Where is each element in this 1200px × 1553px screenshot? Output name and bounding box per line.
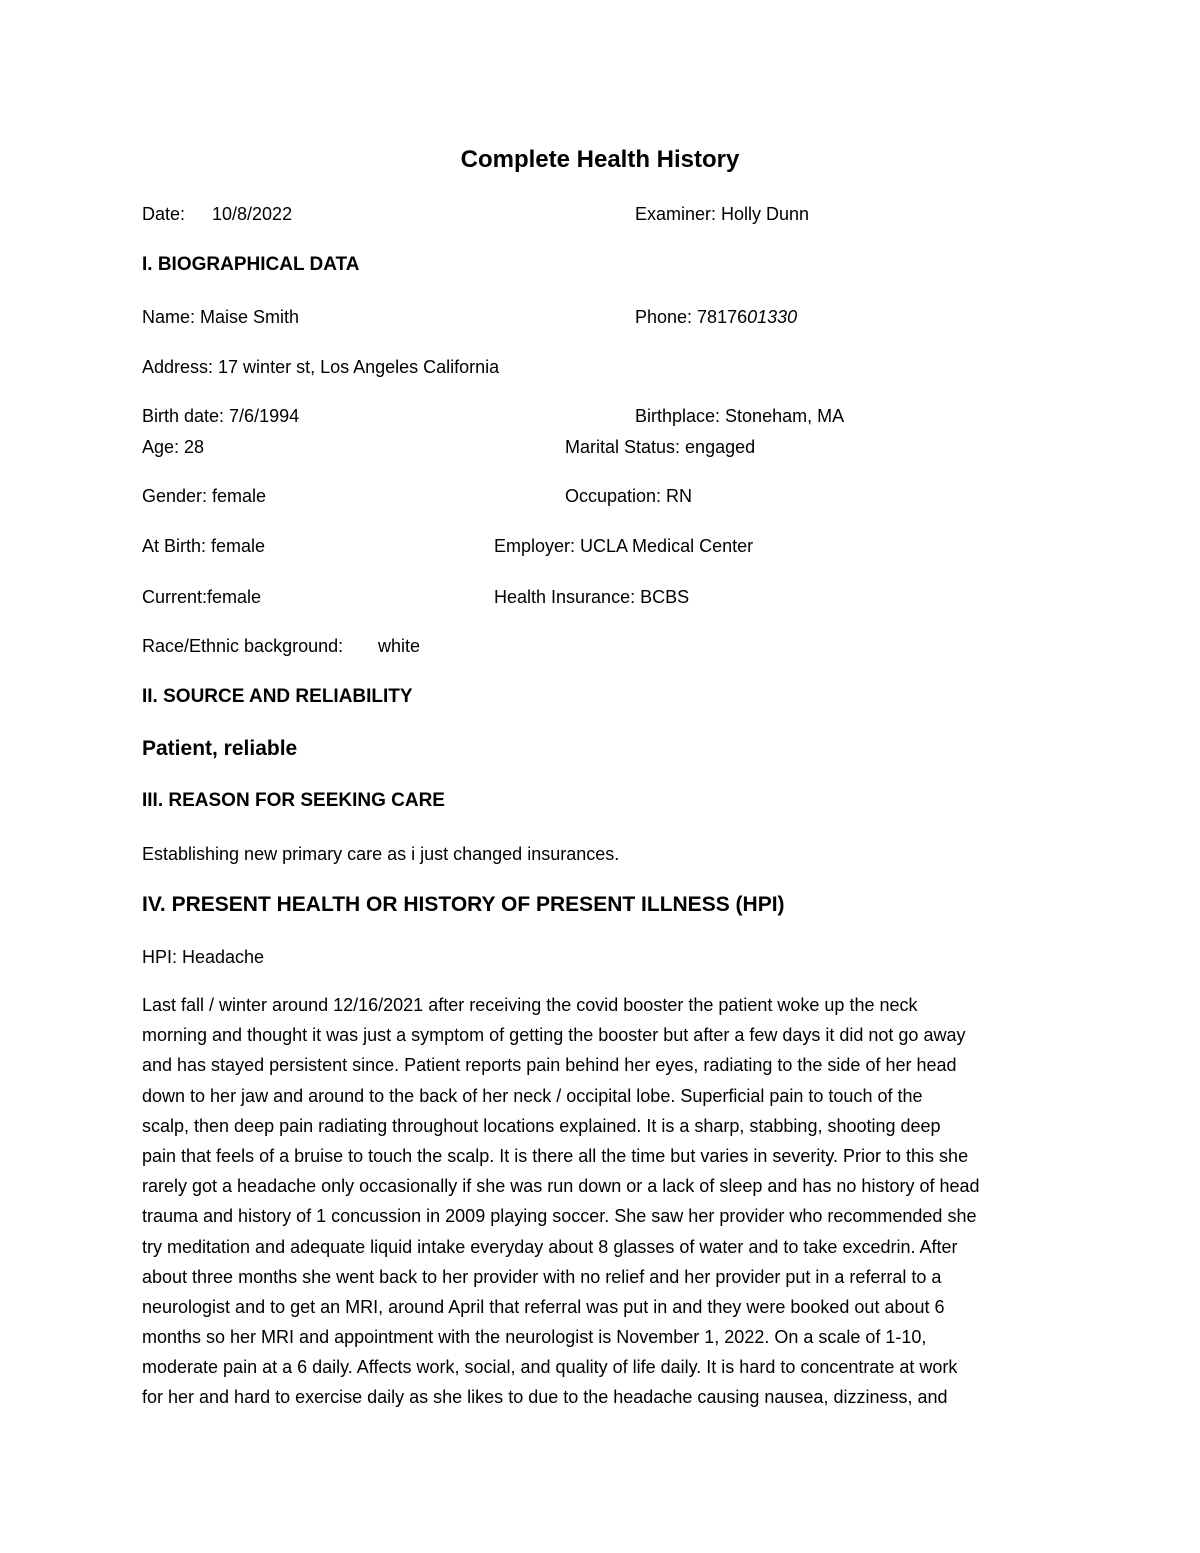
paragraph-line: down to her jaw and around to the back of her neck / occipital lobe. Superficial pain to touch of the (142, 1085, 923, 1106)
examiner: Examiner: Holly Dunn (635, 204, 810, 224)
document-title: Complete Health History (460, 146, 740, 173)
paragraph-line: rarely got a headache only occasionally if she was run down or a lack of sleep and has no history of head (142, 1176, 980, 1197)
paragraph-line: and has stayed persistent since. Patient reports pain behind her eyes, radiating to the side of her head (142, 1055, 957, 1076)
section-hpi-heading: IV. PRESENT HEALTH OR HISTORY OF PRESENT ILLNESS (HPI) (142, 893, 785, 916)
health-insurance: Health Insurance: BCBS (494, 587, 690, 607)
section-reason-heading: III. REASON FOR SEEKING CARE (142, 790, 445, 811)
paragraph-line: try meditation and adequate liquid intake everyday about 8 glasses of water and to take excedrin. After (142, 1236, 958, 1257)
paragraph-line: Last fall / winter around 12/16/2021 after receiving the covid booster the patient woke up the neck (142, 995, 918, 1015)
source-text: Patient, reliable (142, 737, 298, 760)
birth-date: Birth date: 7/6/1994 (142, 406, 300, 426)
birthplace: Birthplace: Stoneham, MA (635, 406, 845, 426)
at-birth: At Birth: female (142, 536, 266, 556)
phone-label: Phone: 78176 (635, 307, 748, 327)
employer: Employer: UCLA Medical Center (494, 536, 754, 556)
section-source-heading: II. SOURCE AND RELIABILITY (142, 686, 413, 707)
reason-text: Establishing new primary care as i just changed insurances. (142, 844, 620, 864)
gender: Gender: female (142, 486, 267, 506)
patient-address: Address: 17 winter st, Los Angeles California (142, 357, 500, 377)
paragraph-line: neurologist and to get an MRI, around April that referral was put in and they were booked out about 6 (142, 1296, 945, 1317)
phone-rest: 01330 (747, 307, 798, 327)
patient-name: Name: Maise Smith (142, 307, 300, 327)
section-biographical-heading: I. BIOGRAPHICAL DATA (142, 254, 360, 275)
hpi-label: HPI: Headache (142, 947, 265, 967)
paragraph-line: morning and thought it was just a symptom of getting the booster but after a few days it did not go away (142, 1025, 966, 1046)
paragraph-line: for her and hard to exercise daily as she likes to due to the headache causing nausea, dizziness, and (142, 1387, 948, 1408)
current-gender: Current:female (142, 587, 262, 607)
date-label: Date: (142, 204, 186, 224)
date-value: 10/8/2022 (212, 204, 293, 224)
hpi-paragraph (142, 994, 1072, 1417)
paragraph-line: trauma and history of 1 concussion in 2009 playing soccer. She saw her provider who recommended she (142, 1206, 977, 1227)
occupation: Occupation: RN (565, 486, 693, 506)
paragraph-line: moderate pain at a 6 daily. Affects work, social, and quality of life daily. It is hard to concentrate at work (142, 1357, 958, 1378)
paragraph-line: pain that feels of a bruise to touch the scalp. It is there all the time but varies in severity. Prior to this she (142, 1145, 969, 1166)
paragraph-line: months so her MRI and appointment with the neurologist is November 1, 2022. On a scale of 1-10, (142, 1327, 927, 1348)
age: Age: 28 (142, 437, 205, 457)
paragraph-line: scalp, then deep pain radiating throughout locations explained. It is a sharp, stabbing, shooting deep (142, 1115, 941, 1136)
marital-status: Marital Status: engaged (565, 437, 756, 457)
paragraph-line: about three months she went back to her provider with no relief and her provider put in a referral to a (142, 1266, 942, 1287)
race-label: Race/Ethnic background: (142, 636, 344, 656)
race-value: white (378, 636, 421, 656)
patient-phone (635, 306, 797, 328)
